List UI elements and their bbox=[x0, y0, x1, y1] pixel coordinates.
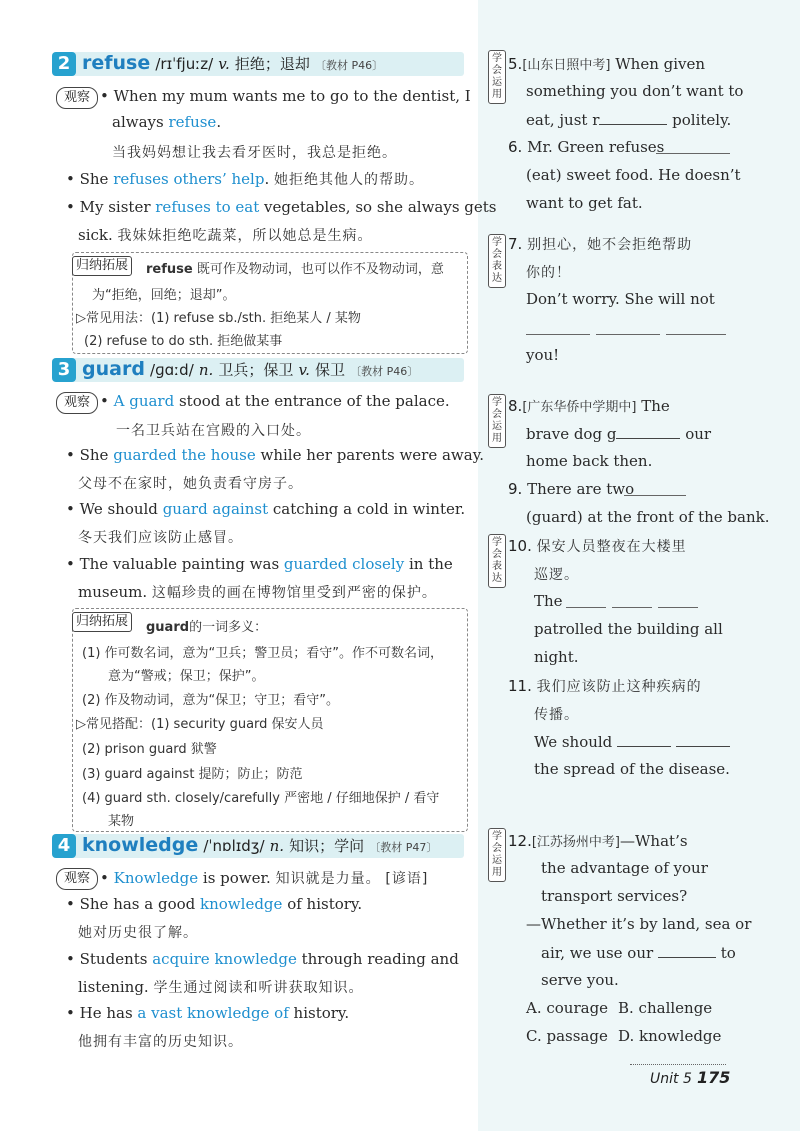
textbook-page-ref: 〔教材 P46〕 bbox=[350, 365, 419, 378]
phonetic: /ɡɑːd/ bbox=[150, 361, 194, 379]
word-header-knowledge bbox=[82, 834, 437, 858]
example-sentence: sick. 我妹妹拒绝吃蔬菜，所以她总是生病。 bbox=[78, 226, 373, 244]
summary-text: ▷常见搭配：(1) security guard 保安人员 bbox=[76, 717, 324, 732]
question-text: want to get fat. bbox=[526, 194, 643, 212]
meaning: 卫兵；保卫 bbox=[218, 361, 294, 379]
textbook-page-ref: 〔教材 P46〕 bbox=[314, 59, 384, 72]
answer-blank[interactable] bbox=[616, 424, 680, 439]
example-sentence: museum. 这幅珍贵的画在博物馆里受到严密的保护。 bbox=[78, 583, 437, 601]
example-sentence: • She guarded the house while her parents were away. bbox=[66, 446, 484, 464]
example-sentence: • Knowledge is power. 知识就是力量。 [谚语] bbox=[100, 869, 429, 887]
question-text: the spread of the disease. bbox=[534, 760, 730, 778]
answer-blank[interactable] bbox=[624, 495, 686, 496]
example-sentence: • Students acquire knowledge through reading and bbox=[66, 950, 459, 968]
question-10: 10. 保安人员整夜在大楼里 bbox=[508, 537, 687, 555]
phonetic: /rɪˈfjuːz/ bbox=[155, 55, 214, 73]
summary-text: 某物 bbox=[108, 814, 135, 829]
example-sentence: always refuse. bbox=[112, 113, 222, 131]
answer-blank[interactable] bbox=[596, 334, 660, 335]
answer-blank[interactable] bbox=[658, 943, 716, 958]
summary-text: (2) prison guard 狱警 bbox=[82, 742, 217, 757]
headword: guard bbox=[82, 358, 145, 380]
meaning: 保卫 bbox=[315, 361, 346, 379]
question-text: you! bbox=[526, 346, 560, 364]
option-d[interactable]: D. knowledge bbox=[618, 1027, 722, 1045]
observe-tag: 观察 bbox=[56, 87, 98, 109]
part-of-speech: n. bbox=[269, 837, 285, 855]
example-translation: 冬天我们应该防止感冒。 bbox=[78, 530, 243, 546]
question-text: something you don’t want to bbox=[526, 82, 744, 100]
question-text: home back then. bbox=[526, 452, 653, 470]
textbook-page-ref: 〔教材 P47〕 bbox=[369, 841, 438, 854]
word-number-badge: 3 bbox=[52, 358, 76, 382]
observe-tag: 观察 bbox=[56, 868, 98, 890]
answer-blank[interactable] bbox=[676, 732, 730, 747]
example-sentence: • She has a good knowledge of history. bbox=[66, 895, 363, 913]
part-of-speech: v. bbox=[218, 55, 230, 73]
word-number-badge: 4 bbox=[52, 834, 76, 858]
apply-tag: 学会运用 bbox=[488, 394, 506, 448]
question-text: transport services? bbox=[541, 887, 688, 905]
answer-blank[interactable] bbox=[656, 153, 730, 154]
answer-blank[interactable] bbox=[658, 607, 698, 608]
page-number: 175 bbox=[696, 1068, 731, 1087]
example-translation: 一名卫兵站在宫殿的入口处。 bbox=[116, 423, 311, 439]
answer-blank[interactable] bbox=[566, 607, 606, 608]
question-12: 12.[江苏扬州中考]—What’s bbox=[508, 832, 688, 850]
example-sentence: • The valuable painting was guarded closely in the bbox=[66, 555, 453, 573]
footer-divider bbox=[630, 1064, 726, 1065]
question-7: 7. 别担心，她不会拒绝帮助 bbox=[508, 235, 693, 253]
question-8: 8.[广东华侨中学期中] The bbox=[508, 397, 670, 415]
question-text: the advantage of your bbox=[541, 859, 708, 877]
headword: knowledge bbox=[82, 834, 199, 856]
question-text: 巡逻。 bbox=[534, 567, 579, 583]
summary-text: guard的一词多义： bbox=[146, 620, 268, 635]
question-6: 6. Mr. Green refuses bbox=[508, 138, 665, 156]
express-tag: 学会表达 bbox=[488, 234, 506, 288]
question-text: We should bbox=[534, 732, 730, 751]
option-b[interactable]: B. challenge bbox=[618, 999, 713, 1017]
question-text: night. bbox=[534, 648, 579, 666]
question-text: Don’t worry. She will not bbox=[526, 290, 715, 308]
summary-text: refuse 既可作及物动词，也可以作不及物动词，意 bbox=[146, 262, 444, 277]
example-translation: 她对历史很了解。 bbox=[78, 925, 198, 941]
example-translation: 他拥有丰富的历史知识。 bbox=[78, 1034, 243, 1050]
observe-tag: 观察 bbox=[56, 392, 98, 414]
example-sentence: • When my mum wants me to go to the dentist, I bbox=[100, 87, 471, 105]
example-translation: 当我妈妈想让我去看牙医时，我总是拒绝。 bbox=[112, 145, 397, 161]
apply-tag: 学会运用 bbox=[488, 50, 506, 104]
apply-tag: 学会运用 bbox=[488, 828, 506, 882]
option-c[interactable]: C. passage bbox=[526, 1027, 608, 1045]
summary-text: (3) guard against 提防；防止；防范 bbox=[82, 767, 303, 782]
example-translation: 父母不在家时，她负责看守房子。 bbox=[78, 476, 303, 492]
summary-text: 意为“警戒；保卫；保护”。 bbox=[108, 669, 265, 684]
phonetic: /ˈnɒlɪdʒ/ bbox=[203, 837, 265, 855]
summary-text: (2) 作及物动词，意为“保卫；守卫；看守”。 bbox=[82, 693, 340, 708]
part-of-speech: n. bbox=[198, 361, 214, 379]
question-text: 你的！ bbox=[526, 265, 571, 281]
summary-text: (1) 作可数名词，意为“卫兵；警卫员；看守”。作不可数名词， bbox=[82, 646, 444, 661]
part-of-speech: v. bbox=[298, 361, 310, 379]
answer-blank[interactable] bbox=[617, 732, 671, 747]
headword: refuse bbox=[82, 52, 151, 74]
summary-text: (2) refuse to do sth. 拒绝做某事 bbox=[84, 334, 283, 349]
answer-blank[interactable] bbox=[526, 334, 590, 335]
express-tag: 学会表达 bbox=[488, 534, 506, 588]
question-text: air, we use our to bbox=[541, 944, 736, 962]
example-sentence: • He has a vast knowledge of history. bbox=[66, 1004, 350, 1022]
example-sentence: • A guard stood at the entrance of the palace. bbox=[100, 392, 450, 410]
summary-tag: 归纳拓展 bbox=[72, 256, 132, 276]
answer-blank[interactable] bbox=[612, 607, 652, 608]
summary-text: ▷常见用法：(1) refuse sb./sth. 拒绝某人 / 某物 bbox=[76, 311, 361, 326]
word-number-badge: 2 bbox=[52, 52, 76, 76]
question-text: serve you. bbox=[541, 971, 619, 989]
example-sentence: listening. 学生通过阅读和听讲获取知识。 bbox=[78, 978, 364, 996]
summary-text: (4) guard sth. closely/carefully 严密地 / 仔细地保护 / 看守 bbox=[82, 791, 440, 806]
option-a[interactable]: A. courage bbox=[526, 999, 609, 1017]
question-text: 传播。 bbox=[534, 707, 579, 723]
page-footer bbox=[650, 1068, 730, 1087]
answer-blank[interactable] bbox=[666, 334, 726, 335]
question-9: 9. There are two bbox=[508, 480, 635, 498]
question-text: patrolled the building all bbox=[534, 620, 723, 638]
question-5: 5.[山东日照中考] When given bbox=[508, 55, 706, 73]
meaning: 拒绝；退却 bbox=[234, 55, 310, 73]
word-header-guard bbox=[82, 358, 418, 382]
example-sentence: • She refuses others’ help. 她拒绝其他人的帮助。 bbox=[66, 170, 425, 188]
question-text: brave dog g our bbox=[526, 425, 712, 443]
question-text: (eat) sweet food. He doesn’t bbox=[526, 166, 741, 184]
word-header-refuse bbox=[82, 52, 383, 76]
question-11: 11. 我们应该防止这种疾病的 bbox=[508, 677, 702, 695]
unit-label: Unit 5 bbox=[650, 1071, 692, 1087]
summary-tag: 归纳拓展 bbox=[72, 612, 132, 632]
question-text: —Whether it’s by land, sea or bbox=[526, 915, 752, 933]
question-text: (guard) at the front of the bank. bbox=[526, 508, 770, 526]
question-text: The bbox=[534, 592, 563, 610]
question-text: eat, just r politely. bbox=[526, 111, 732, 129]
meaning: 知识；学问 bbox=[289, 837, 365, 855]
example-sentence: • We should guard against catching a cold in winter. bbox=[66, 500, 466, 518]
answer-blank[interactable] bbox=[599, 110, 667, 125]
summary-text: 为“拒绝，回绝；退却”。 bbox=[92, 288, 236, 303]
example-sentence: • My sister refuses to eat vegetables, so she always gets bbox=[66, 198, 497, 216]
